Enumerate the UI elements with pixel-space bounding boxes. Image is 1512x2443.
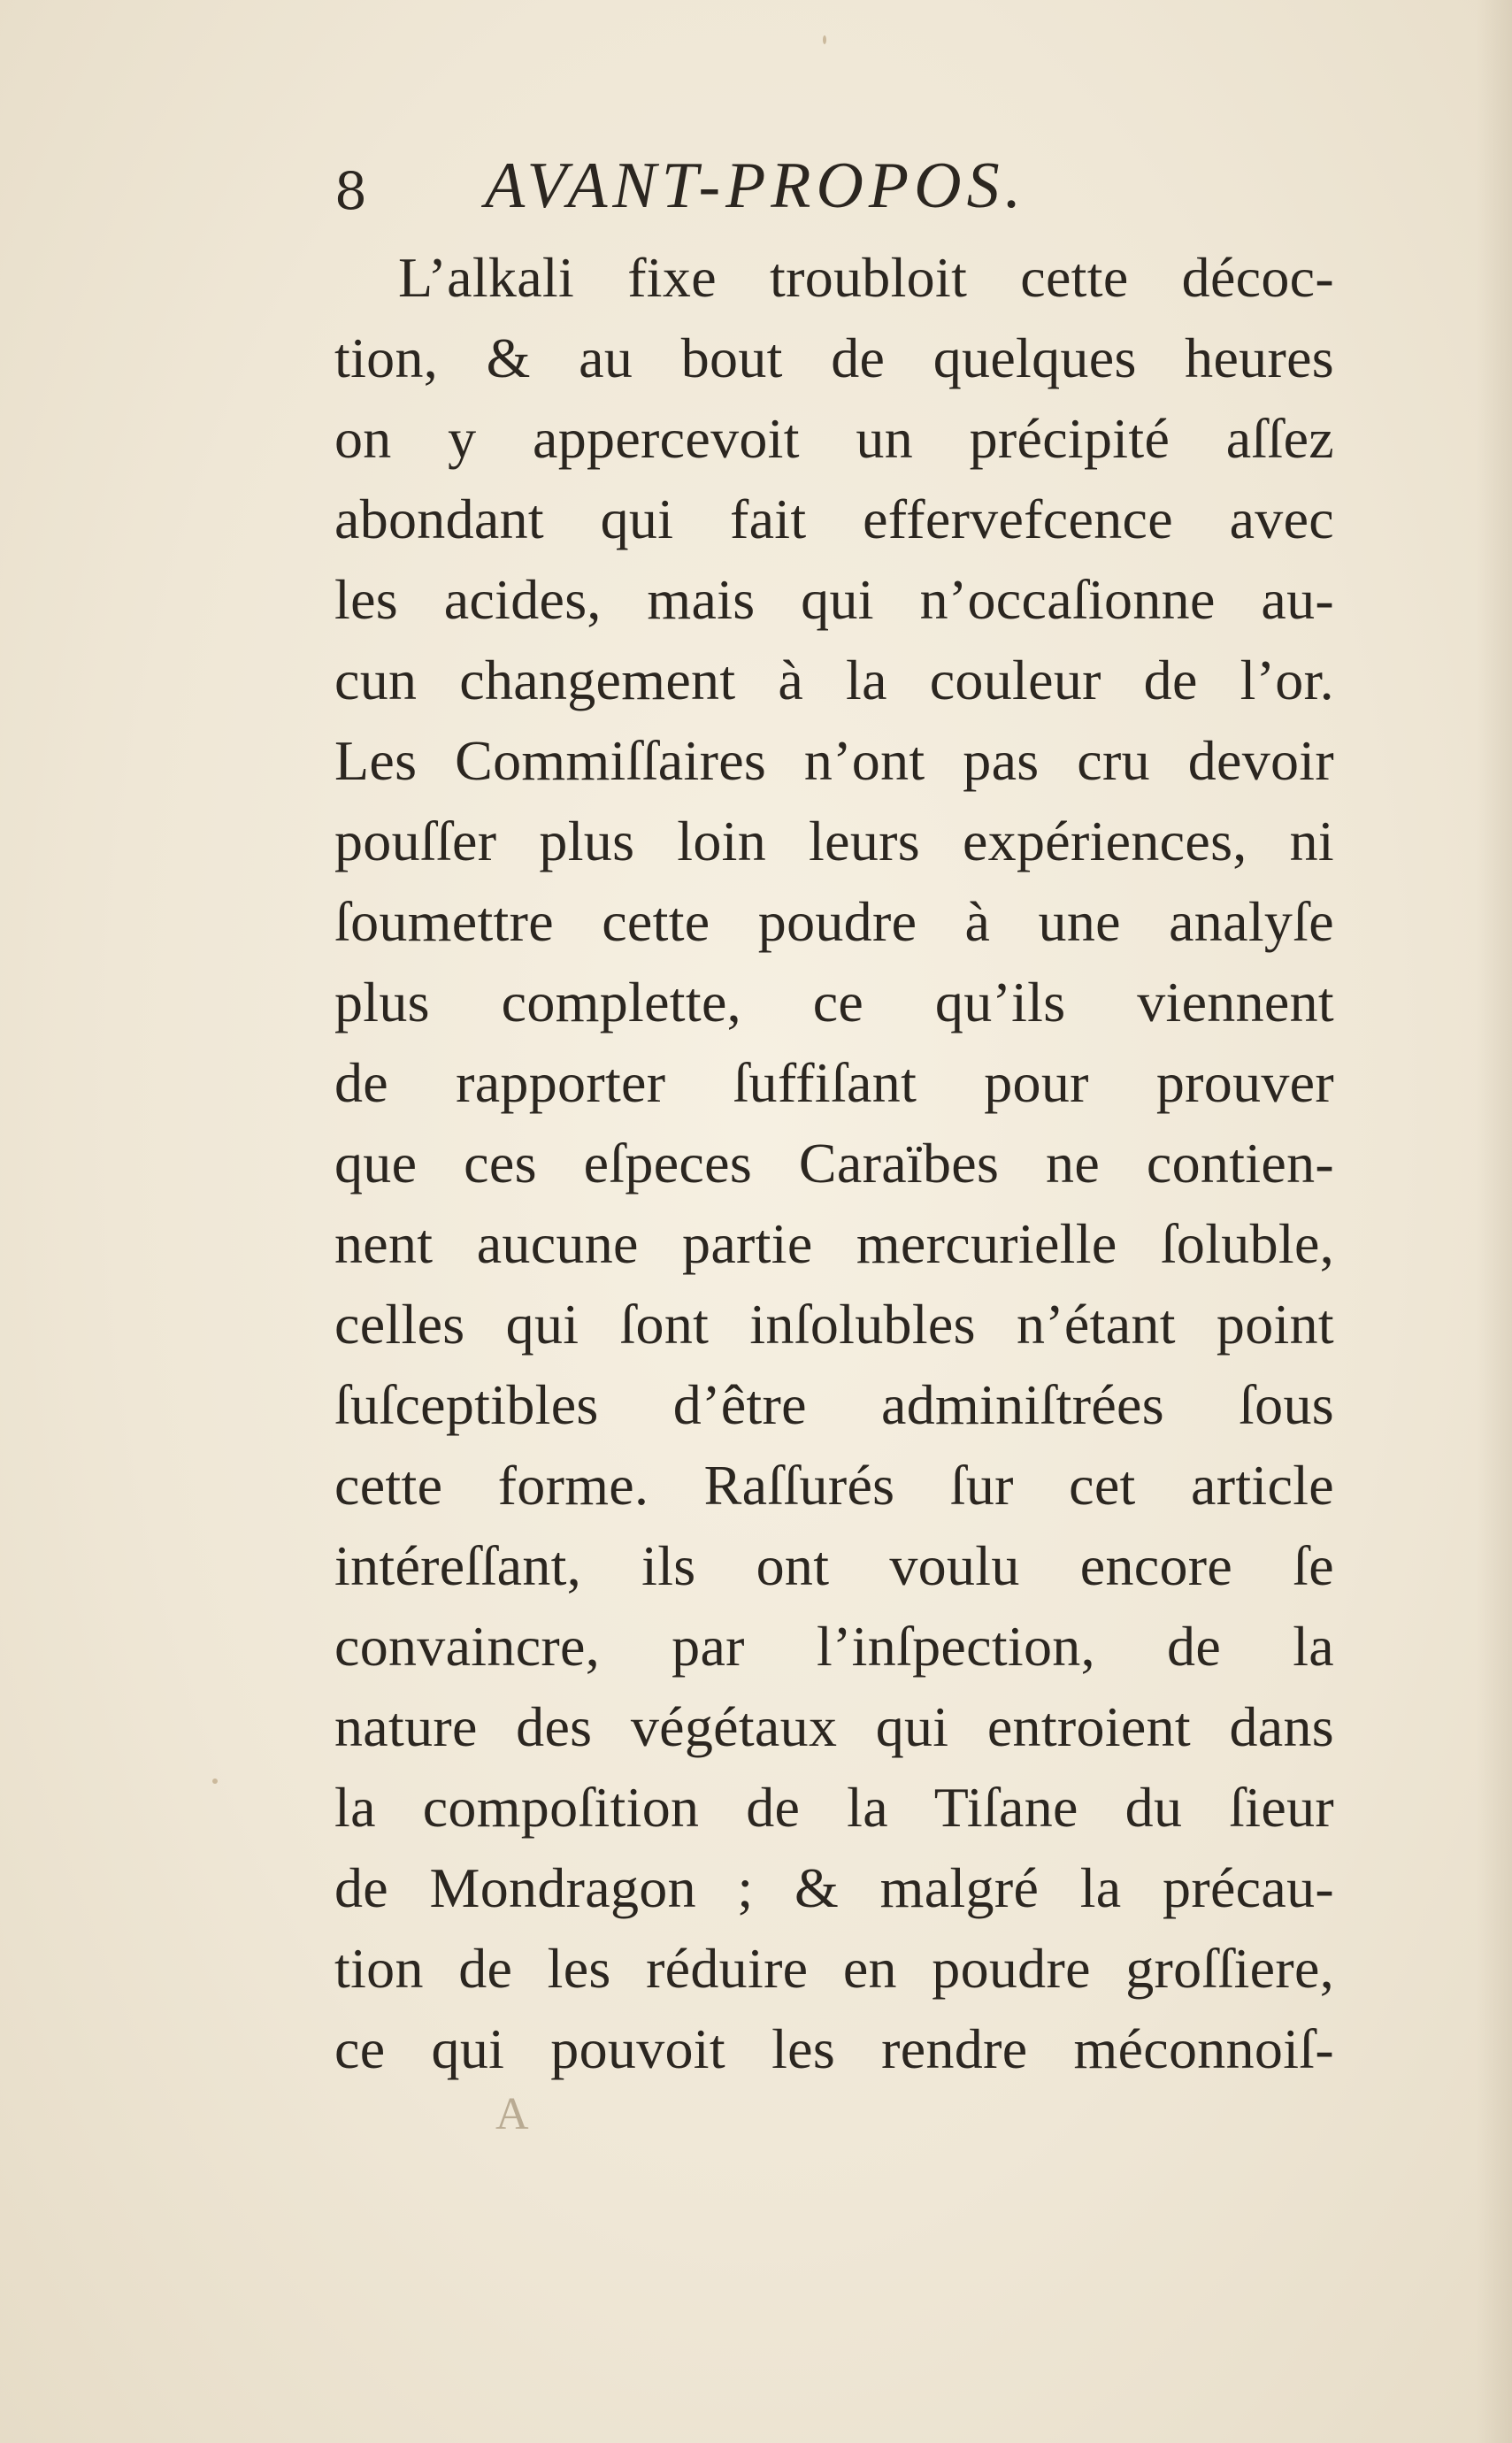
text-line: celles qui ſont inſolubles n’étant point	[334, 1293, 1334, 1356]
text-line: de rapporter ſuffiſant pour prouver	[334, 1051, 1334, 1114]
body-text	[334, 237, 1334, 2089]
running-title: AVANT-PROPOS.	[485, 150, 1027, 222]
text-line: intéreſſant, ils ont voulu encore ſe	[334, 1534, 1334, 1597]
text-line: ſuſceptibles d’être adminiſtrées ſous	[334, 1373, 1334, 1436]
text-line: cun changement à la couleur de l’or.	[334, 649, 1334, 711]
text-line: pouſſer plus loin leurs expériences, ni	[334, 810, 1334, 872]
paper-speck	[823, 35, 826, 44]
text-line: les acides, mais qui n’occaſionne au-	[334, 568, 1334, 631]
text-line: convaincre, par l’inſpection, de la	[334, 1615, 1334, 1678]
text-line: de Mondragon ; & malgré la précau-	[334, 1856, 1334, 1919]
text-line: tion, & au bout de quelques heures	[334, 327, 1334, 389]
text-line: abondant qui fait effervefcence avec	[334, 488, 1334, 550]
text-line: on y appercevoit un précipité aſſez	[334, 407, 1334, 470]
text-line: la compoſition de la Tiſane du ſieur	[334, 1776, 1334, 1839]
text-line: plus complette, ce qu’ils viennent	[334, 971, 1334, 1033]
paper-speck	[212, 1778, 218, 1784]
text-line: nent aucune partie mercurielle ſoluble,	[334, 1212, 1334, 1275]
text-line: cette forme. Raſſurés ſur cet article	[334, 1454, 1334, 1517]
text-line: ce qui pouvoit les rendre méconnoiſ-	[334, 2017, 1334, 2080]
running-head	[334, 149, 1166, 228]
text-line: L’alkali fixe troubloit cette décoc-	[398, 246, 1334, 309]
signature-mark: A	[495, 2089, 529, 2140]
page-edge-shadow	[1477, 0, 1512, 2443]
page-number: 8	[334, 161, 367, 221]
text-line: tion de les réduire en poudre groſſiere,	[334, 1937, 1334, 2000]
text-line: que ces eſpeces Caraïbes ne contien-	[334, 1132, 1334, 1195]
text-line: ſoumettre cette poudre à une analyſe	[334, 890, 1334, 953]
text-line: nature des végétaux qui entroient dans	[334, 1695, 1334, 1758]
text-line: Les Commiſſaires n’ont pas cru devoir	[334, 729, 1334, 792]
